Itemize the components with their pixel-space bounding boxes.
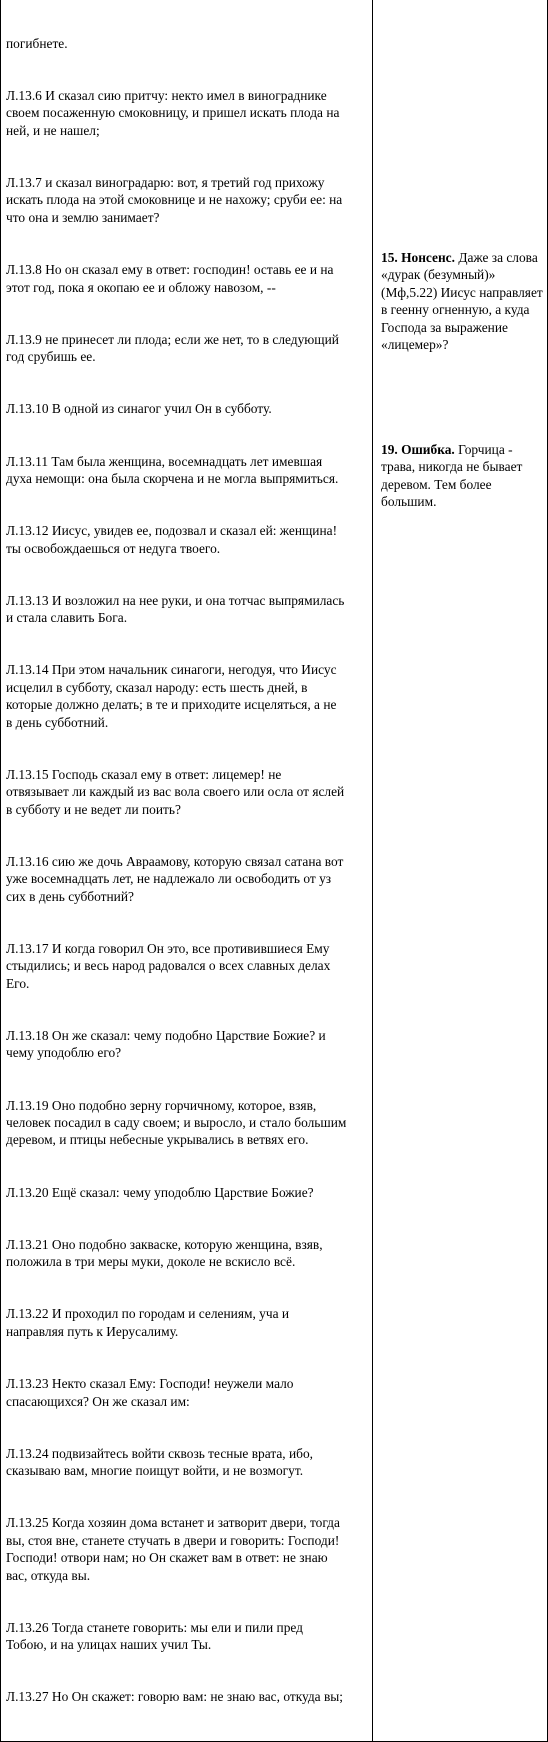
note-19 [381, 441, 544, 511]
verse-13-19: Л.13.19 Оно подобно зерну горчичному, которое, взяв, человек посадил в саду своем; и выросло, и стало большим деревом, и птицы небесные укрывались в ветвях его. [6, 1097, 347, 1148]
verse-13-18: Л.13.18 Он же сказал: чему подобно Царствие Божие? и чему уподоблю его? [6, 1027, 326, 1061]
note-19-text: Горчица - трава, никогда не бывает деревом. Тем более большим. [381, 442, 523, 510]
verse-13-26: Л.13.26 Тогда станете говорить: мы ели и пили пред Тобою, и на улицах наших учил Ты. [6, 1619, 303, 1653]
verse-13-10: Л.13.10 В одной из синагог учил Он в субботу. [6, 401, 272, 417]
verses-column [1, 0, 373, 1741]
verse-13-21: Л.13.21 Оно подобно закваске, которую женщина, взяв, положила в три меры муки, доколе не вскисло всё. [6, 1236, 323, 1270]
verse-13-16: Л.13.16 сию же дочь Авраамову, которую связал сатана вот уже восемнадцать лет, не надлежало ли освободить от уз сих в день субботний? [6, 853, 344, 904]
note-15-text: Даже за слова «дурак (безумный)» (Мф,5.22) Иисус направляет в геенну огненную, а куда Господа за выражение «лицемер»? [381, 250, 543, 353]
verse-13-6: Л.13.6 И сказал сию притчу: некто имел в винограднике своем посаженную смоковницу, и пришел искать плода на ней, и не нашел; [6, 88, 340, 138]
verse-13-12: Л.13.12 Иисус, увидев ее, подозвал и сказал ей: женщина! ты освобождаешься от недуга твоего. [6, 523, 338, 556]
verse-13-22: Л.13.22 И проходил по городам и селениям, уча и направляя путь к Иерусалиму. [6, 1306, 290, 1339]
verse-13-23: Л.13.23 Некто сказал Ему: Господи! неужели мало спасающихся? Он же сказал им: [6, 1376, 294, 1409]
verse-13-17: Л.13.17 И когда говорил Он это, все противившиеся Ему стыдились; и весь народ радовался о всех славных делах Его. [6, 940, 331, 991]
verse-13-8: Л.13.8 Но он сказал ему в ответ: господин! оставь ее и на этот год, пока я окопаю ее и обложу навозом, -- [6, 262, 334, 295]
note-15 [381, 249, 544, 353]
verse-13-7: Л.13.7 и сказал виноградарю: вот, я третий год прихожу искать плода на этой смоковнице и не нахожу; сруби ее: на что она и землю занимает? [6, 175, 343, 225]
verse-13-27: Л.13.27 Но Он скажет: говорю вам: не знаю вас, откуда вы; [6, 1689, 344, 1705]
verse-13-20: Л.13.20 Ещё сказал: чему уподоблю Царствие Божие? [6, 1184, 314, 1200]
verse-end-13-5: погибнете. [6, 35, 68, 51]
verse-13-9: Л.13.9 не принесет ли плода; если же нет, то в следующий год срубишь ее. [6, 331, 339, 365]
verse-13-11: Л.13.11 Там была женщина, восемнадцать лет имевшая духа немощи: она была скорчена и не могла выпрямиться. [6, 453, 339, 486]
verse-13-15: Л.13.15 Господь сказал ему в ответ: лицемер! не отвязывает ли каждый из вас вола своего или осла от яслей в субботу и не ведет ли поить? [6, 766, 345, 817]
verse-13-14: Л.13.14 При этом начальник синагоги, негодуя, что Иисус исцелил в субботу, сказал народу: есть шесть дней, в которые должно делать; в те и приходите исцеляться, а не в день субботний. [6, 662, 337, 730]
verse-13-25: Л.13.25 Когда хозяин дома встанет и затворит двери, тогда вы, стоя вне, станете стучать в двери и говорить: Господи! Господи! отвори нам; но Он скажет вам в ответ: не знаю вас, откуда вы. [6, 1515, 340, 1583]
verse-13-24: Л.13.24 подвизайтесь войти сквозь тесные врата, ибо, сказываю вам, многие поищут войти, и не возмогут. [6, 1445, 314, 1479]
note-15-title: 15. Нонсенс. [381, 250, 455, 265]
note-19-title: 19. Ошибка. [381, 442, 455, 457]
verse-13-13: Л.13.13 И возложил на нее руки, и она тотчас выпрямилась и стала славить Бога. [6, 592, 345, 626]
verses-block [1, 0, 372, 1741]
